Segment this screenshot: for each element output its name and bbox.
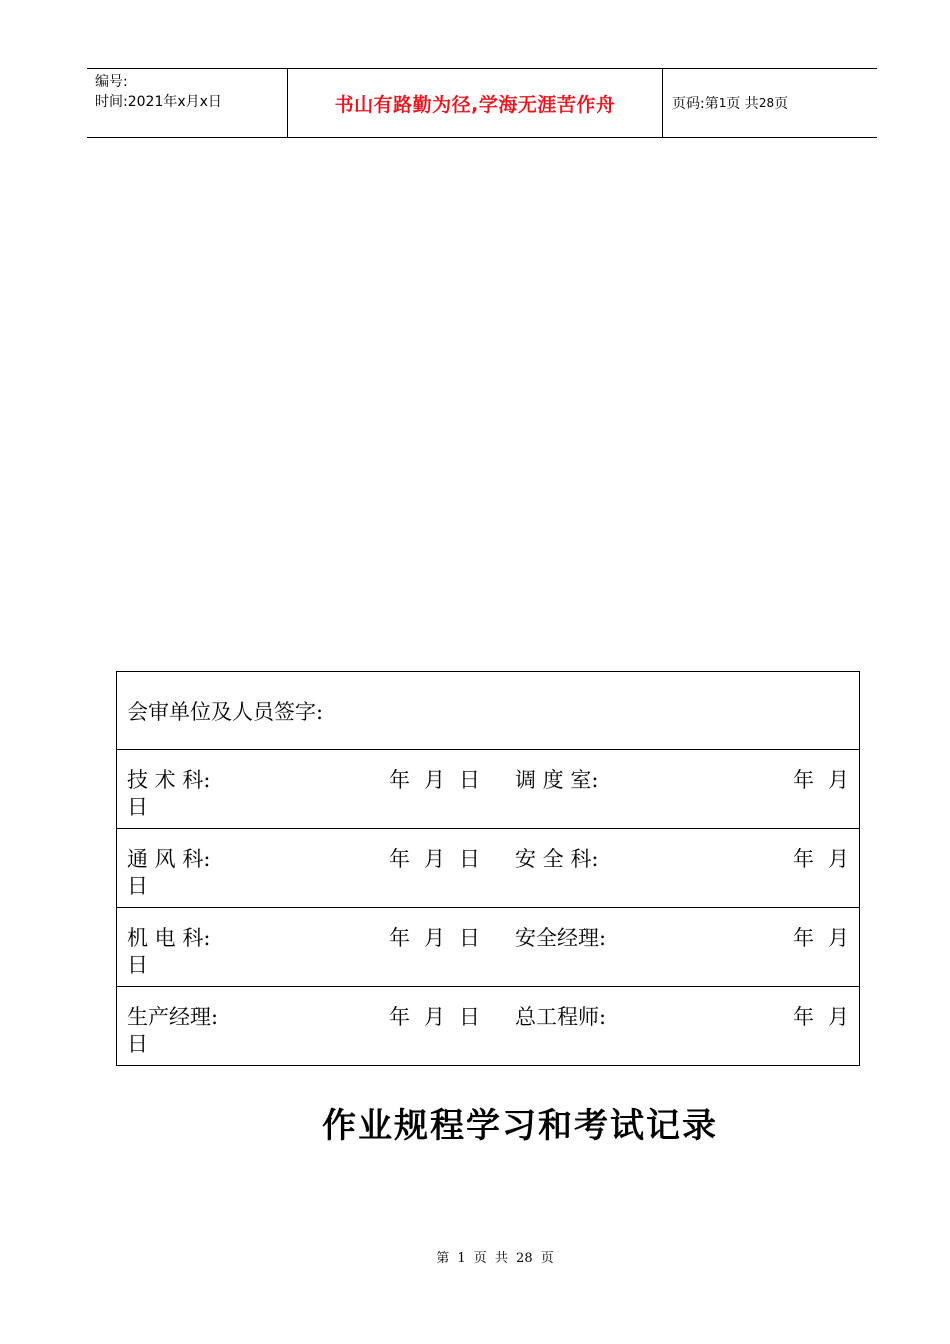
signature-row [127,987,863,1065]
signature-right-date: 年月 [793,926,863,950]
signature-left-label: 机 电 科: [127,926,211,950]
signature-day: 日 [127,874,148,898]
signature-right-label: 调 度 室: [515,768,599,792]
signature-table [116,671,863,1066]
signature-right-label: 安 全 科: [515,847,599,871]
signature-heading: 会审单位及人员签字: [117,672,860,750]
page-header [87,68,877,138]
page-suffix: 页 [774,96,789,112]
signature-left-date: 年月日 [389,926,494,950]
signature-day: 日 [127,1032,148,1056]
signature-day: 日 [127,953,148,977]
serial-label: 编号: [95,74,128,90]
signature-left-date: 年月日 [389,768,494,792]
signature-right-date: 年月 [793,1005,863,1029]
document-title: 作业规程学习和考试记录 [322,1106,718,1146]
signature-right-label: 安全经理: [515,926,607,950]
signature-row [127,908,863,986]
signature-left-label: 通 风 科: [127,847,211,871]
signature-row [127,829,863,907]
header-motto: 书山有路勤为径,学海无涯苦作舟 [287,69,663,137]
signature-left-date: 年月日 [389,1005,494,1029]
time-label: 时间:2021年x月x日 [95,94,222,110]
page-number: 1 [718,96,727,110]
header-page-info [662,69,877,137]
signature-row [127,750,863,828]
signature-left-label: 技 术 科: [127,768,211,792]
signature-left-date: 年月日 [389,847,494,871]
signature-right-date: 年月 [793,847,863,871]
page-footer: 第 1 页 共 28 页 [436,1251,554,1266]
signature-day: 日 [127,795,148,819]
page-total: 28 [758,96,775,110]
signature-right-date: 年月 [793,768,863,792]
page-prefix: 页码:第 [672,96,719,112]
header-meta [87,69,287,137]
signature-left-label: 生产经理: [127,1005,219,1029]
signature-right-label: 总工程师: [515,1005,607,1029]
page-mid: 页 共 [726,96,759,112]
